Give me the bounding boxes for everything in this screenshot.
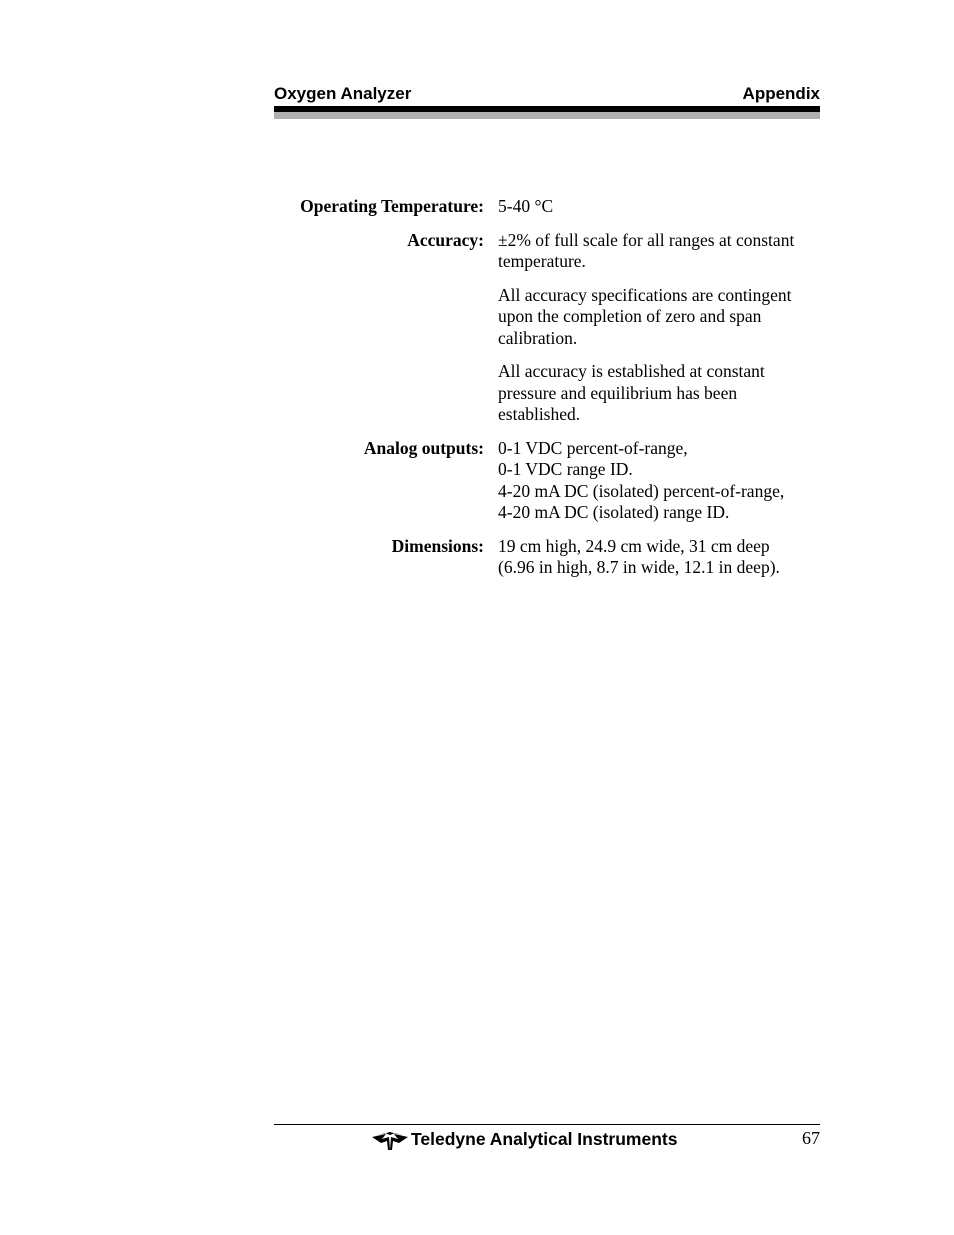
spec-paragraph [498, 230, 828, 273]
specification-list [274, 196, 834, 591]
spec-line: All accuracy is established at constant [498, 361, 765, 381]
header-section: Appendix [742, 84, 820, 103]
spec-line: calibration. [498, 327, 578, 348]
spec-line: 5-40 °C [498, 196, 554, 216]
page-number: 67 [802, 1128, 820, 1148]
spec-row [274, 196, 834, 230]
spec-row [274, 536, 834, 591]
spec-line: ±2% of full scale for all ranges at constant [498, 229, 795, 250]
teledyne-logo-icon [372, 1131, 408, 1151]
spec-paragraph [498, 536, 828, 579]
spec-line: established. [498, 404, 581, 424]
spec-paragraph [498, 285, 828, 350]
header-title: Oxygen Analyzer [274, 84, 412, 103]
spec-value [498, 196, 828, 230]
spec-line: pressure and equilibrium has been [498, 382, 738, 403]
spec-line: All accuracy specifications are contingent [498, 284, 792, 305]
spec-label: Dimensions: [391, 535, 484, 556]
spec-line: 4-20 mA DC (isolated) range ID. [498, 502, 730, 522]
spec-line: 19 cm high, 24.9 cm wide, 31 cm deep [498, 535, 770, 556]
spec-paragraph [498, 196, 828, 218]
spec-line: 0-1 VDC percent-of-range, [498, 437, 688, 458]
spec-line: (6.96 in high, 8.7 in wide, 12.1 in deep). [498, 557, 780, 577]
spec-paragraph [498, 438, 828, 524]
spec-label: Analog outputs: [363, 437, 484, 458]
page-header [274, 84, 820, 108]
header-rule-shadow [274, 112, 820, 119]
spec-value [498, 438, 828, 536]
spec-value [498, 536, 828, 591]
spec-paragraph [498, 361, 828, 426]
spec-label: Operating Temperature: [300, 196, 484, 216]
spec-line: 0-1 VDC range ID. [498, 459, 633, 479]
spec-line: 4-20 mA DC (isolated) percent-of-range, [498, 480, 785, 501]
spec-label: Accuracy: [407, 229, 484, 250]
footer-company: Teledyne Analytical Instruments [411, 1129, 678, 1149]
spec-row [274, 230, 834, 438]
spec-row [274, 438, 834, 536]
footer-rule [274, 1124, 820, 1125]
spec-value [498, 230, 828, 438]
spec-line: temperature. [498, 251, 586, 271]
spec-line: upon the completion of zero and span [498, 306, 762, 326]
